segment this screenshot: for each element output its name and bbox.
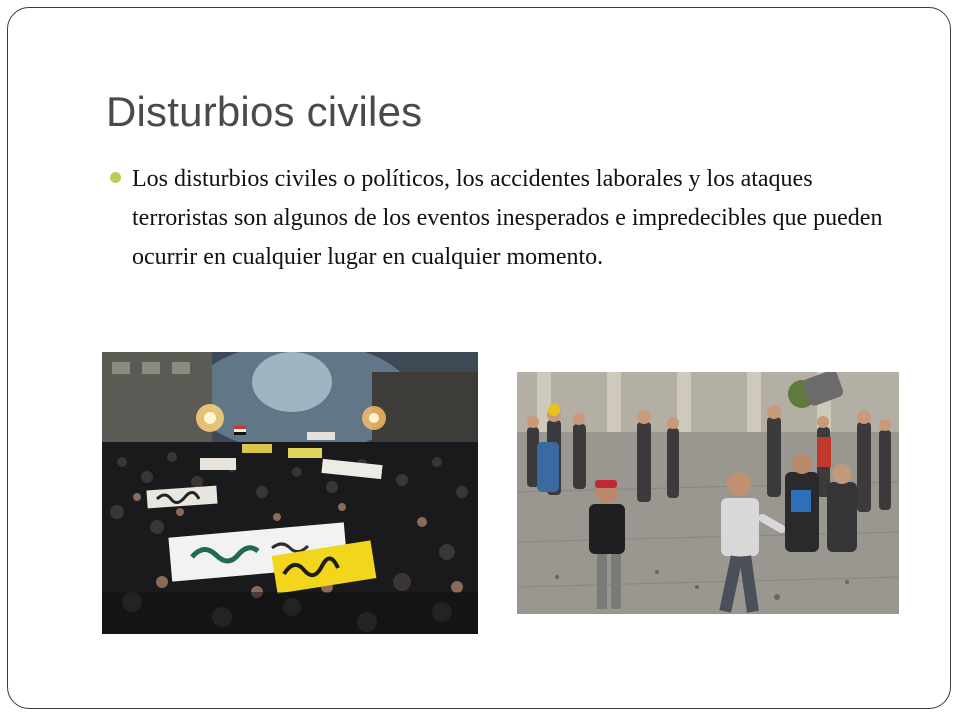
street-riot-photo [517,372,899,614]
protest-crowd-photo [102,352,478,634]
bullet-item [110,160,910,277]
bullet-text: Los disturbios civiles o políticos, los accidentes laborales y los ataques terroristas son algunos de los eventos inesperados e impredecibles que pueden ocurrir en cualquier lugar en cualquier momento. [132,166,883,270]
bullet-list [110,160,910,277]
bullet-icon [110,172,121,183]
slide-title: Disturbios civiles [106,88,423,135]
